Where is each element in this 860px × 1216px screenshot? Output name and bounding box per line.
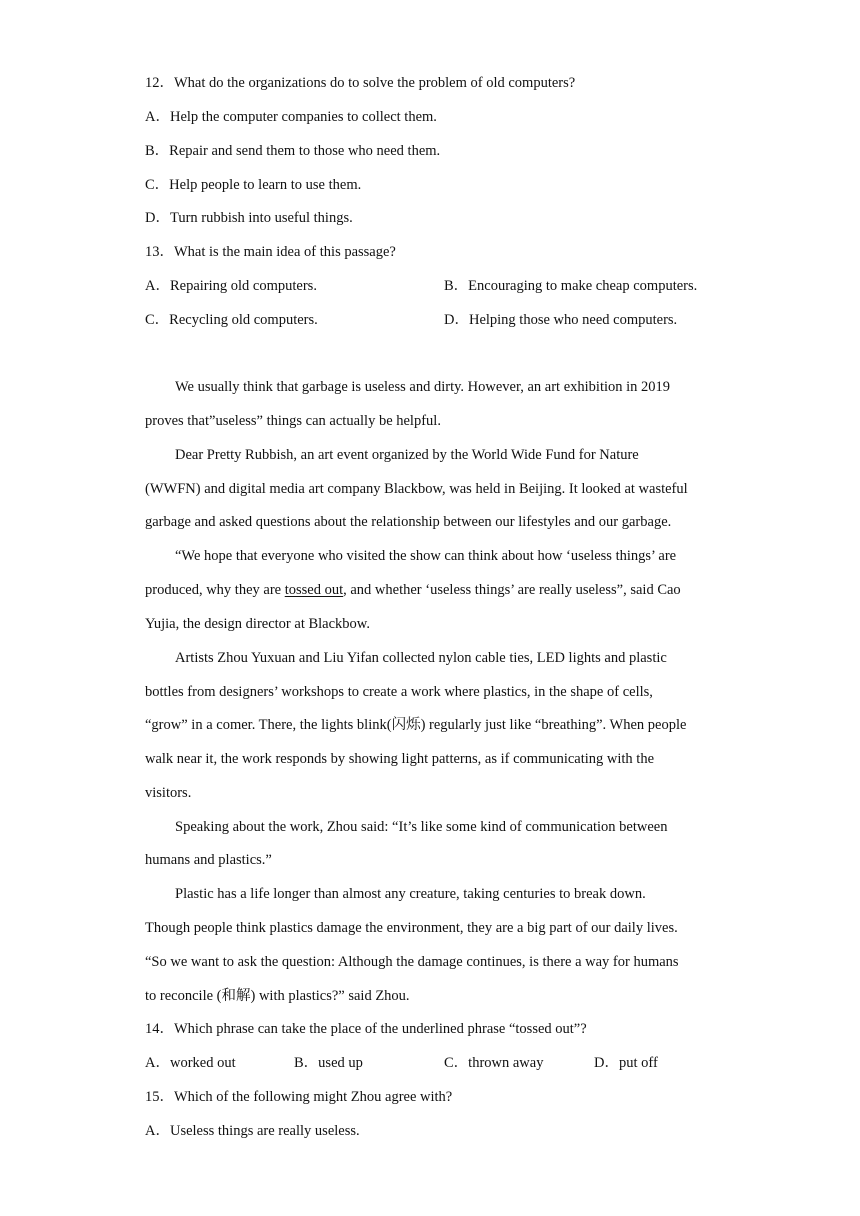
passage-line: Artists Zhou Yuxuan and Liu Yifan collected nylon cable ties, LED lights and plastic <box>175 650 667 666</box>
passage-line: bottles from designers’ workshops to create a work where plastics, in the shape of cells, <box>145 684 653 700</box>
passage-line: humans and plastics.” <box>145 852 272 868</box>
option-13-d: D．Helping those who need computers. <box>444 312 678 328</box>
option-12-b: B．Repair and send them to those who need them. <box>145 143 441 159</box>
passage-line: proves that”useless” things can actually be helpful. <box>145 413 441 429</box>
option-13-a: A．Repairing old computers. <box>145 278 317 294</box>
option-14-c: C．thrown away <box>444 1055 544 1071</box>
passage-line: “So we want to ask the question: Although the damage continues, is there a way for humans <box>145 954 679 970</box>
passage-line: Speaking about the work, Zhou said: “It’s like some kind of communication between <box>175 819 668 835</box>
option-14-b: B．used up <box>294 1055 363 1071</box>
passage-line: garbage and asked questions about the relationship between our lifestyles and our garbage. <box>145 514 672 530</box>
question-14: 14．Which phrase can take the place of the underlined phrase “tossed out”? <box>145 1021 587 1037</box>
option-12-c: C．Help people to learn to use them. <box>145 177 362 193</box>
passage-text: produced, why they are <box>145 582 285 598</box>
passage-line: to reconcile (和解) with plastics?” said Zhou. <box>145 988 410 1004</box>
passage-text: , and whether ‘useless things’ are really useless”, said Cao <box>343 582 681 598</box>
passage-line-with-underline <box>145 580 681 600</box>
underlined-phrase: tossed out <box>284 582 344 598</box>
passage-line: (WWFN) and digital media art company Blackbow, was held in Beijing. It looked at wasteful <box>145 481 688 497</box>
passage-line: Dear Pretty Rubbish, an art event organized by the World Wide Fund for Nature <box>175 447 639 463</box>
passage-line: “We hope that everyone who visited the show can think about how ‘useless things’ are <box>175 548 677 564</box>
question-12: 12．What do the organizations do to solve the problem of old computers? <box>145 75 576 91</box>
passage-line: Though people think plastics damage the environment, they are a big part of our daily lives. <box>145 920 678 936</box>
option-12-a: A．Help the computer companies to collect them. <box>145 109 437 125</box>
option-13-c: C．Recycling old computers. <box>145 312 318 328</box>
question-15: 15．Which of the following might Zhou agree with? <box>145 1089 453 1105</box>
option-14-d: D．put off <box>594 1055 658 1071</box>
passage-line: “grow” in a comer. There, the lights blink(闪烁) regularly just like “breathing”. When people <box>145 717 687 733</box>
question-13: 13．What is the main idea of this passage? <box>145 244 396 260</box>
option-14-a: A．worked out <box>145 1055 236 1071</box>
option-15-a: A．Useless things are really useless. <box>145 1123 360 1139</box>
passage-line: Yujia, the design director at Blackbow. <box>145 616 370 632</box>
passage-line: visitors. <box>145 785 192 801</box>
passage-line: walk near it, the work responds by showing light patterns, as if communicating with the <box>145 751 655 767</box>
option-13-b: B．Encouraging to make cheap computers. <box>444 278 698 294</box>
passage-line: We usually think that garbage is useless and dirty. However, an art exhibition in 2019 <box>175 379 671 395</box>
passage-line: Plastic has a life longer than almost any creature, taking centuries to break down. <box>175 886 646 902</box>
option-12-d: D．Turn rubbish into useful things. <box>145 210 353 226</box>
